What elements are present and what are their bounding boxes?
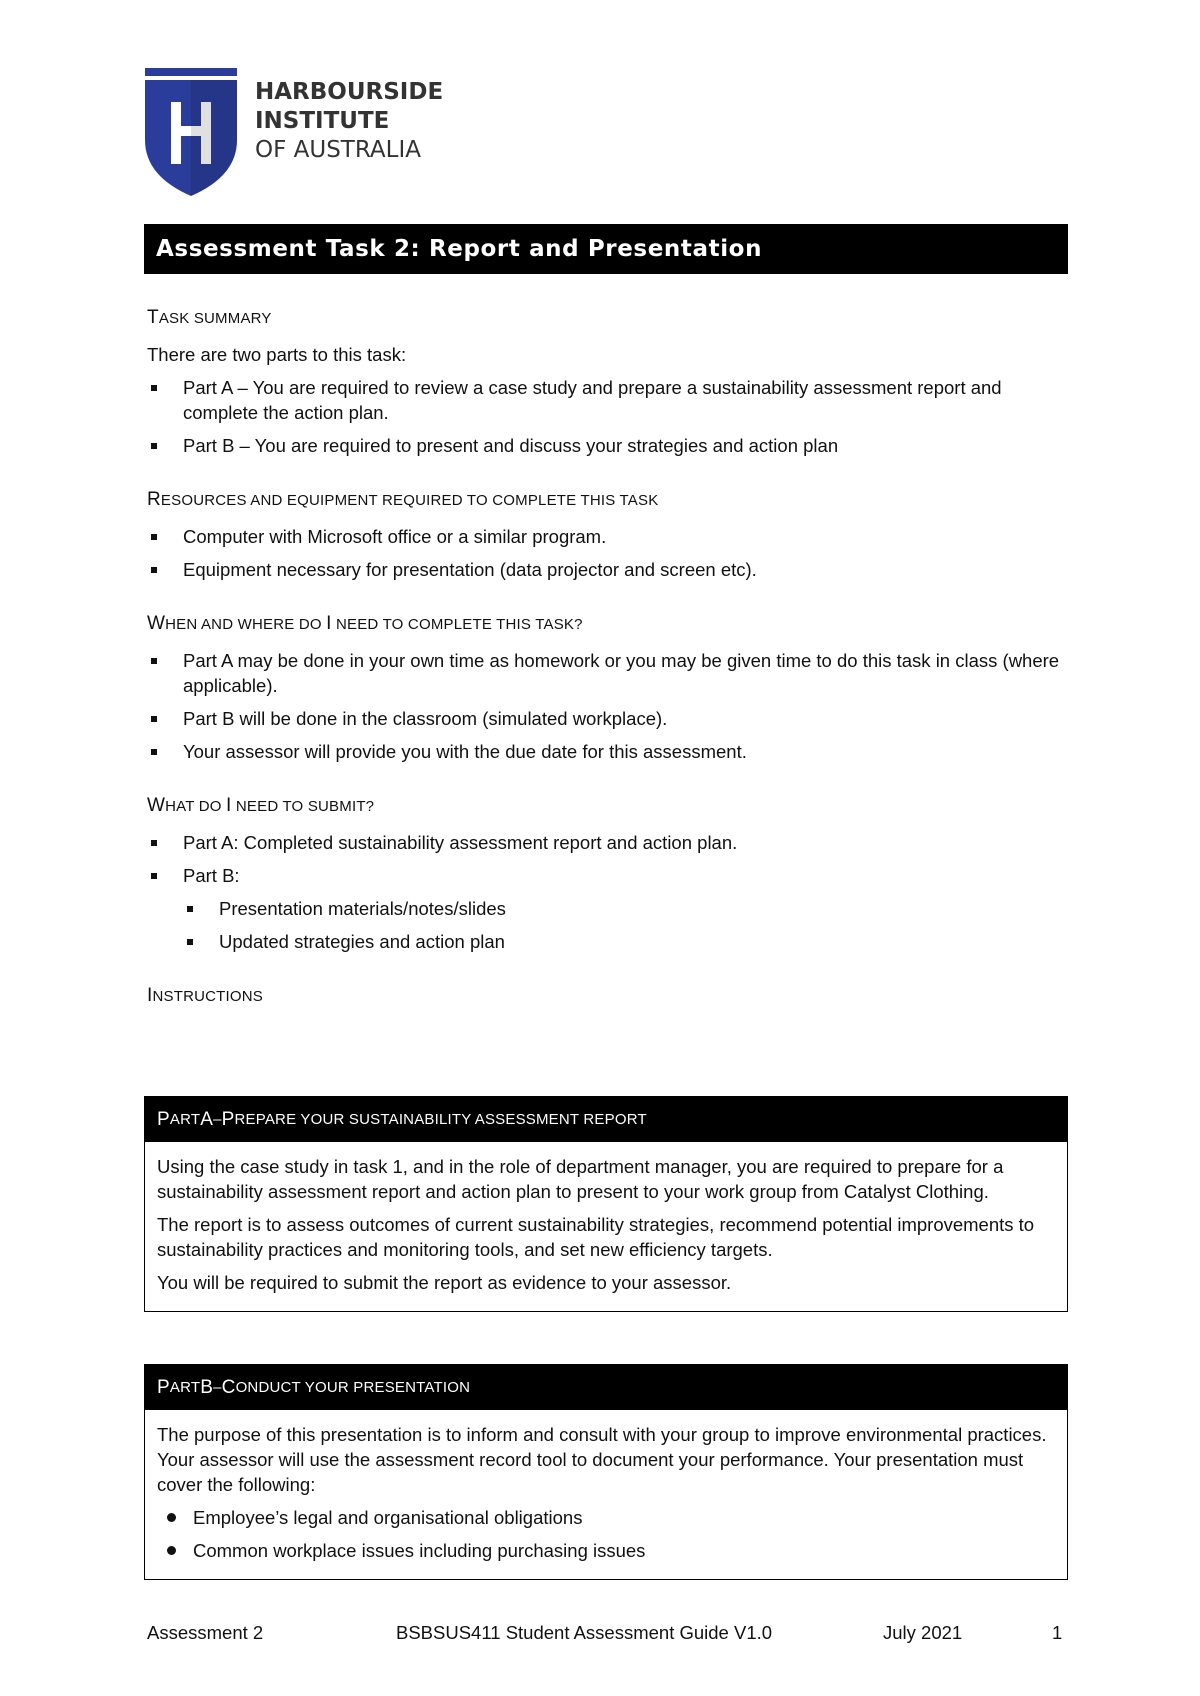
- instructions-heading: INSTRUCTIONS: [147, 985, 264, 1006]
- part-b-list: [157, 1505, 1055, 1563]
- logo-line-2: INSTITUTE: [255, 108, 390, 134]
- what-submit-list: [147, 830, 1072, 954]
- list-item: Part B – You are required to present and discuss your strategies and action plan: [147, 433, 1072, 458]
- what-submit-heading: WHAT DO I NEED TO SUBMIT?: [147, 795, 375, 816]
- page-title: Assessment Task 2: Report and Presentation: [144, 224, 1068, 274]
- logo-line-3: OF AUSTRALIA: [255, 137, 421, 163]
- institute-logo: [145, 68, 445, 198]
- list-item: Employee’s legal and organisational obligations: [157, 1505, 1055, 1530]
- part-b-body: [145, 1410, 1067, 1579]
- sub-list-item: Updated strategies and action plan: [183, 929, 1072, 954]
- part-b-paragraph: The purpose of this presentation is to inform and consult with your group to improve environmental practices. Your assessor will use the assessment record tool to document your performance. Your presentation must cover the following:: [157, 1424, 1047, 1495]
- footer-date: July 2021: [883, 1622, 963, 1643]
- page-footer: [147, 1622, 1068, 1650]
- part-b-box: [144, 1364, 1068, 1580]
- list-item: [147, 863, 1072, 954]
- logo-line-1: HARBOURSIDE: [255, 79, 444, 105]
- list-item: Part A: Completed sustainability assessment report and action plan.: [147, 830, 1072, 855]
- list-item: Part A – You are required to review a case study and prepare a sustainability assessment report and complete the action plan.: [147, 375, 1072, 425]
- resources-list: [147, 524, 1072, 582]
- page-number: 1: [1052, 1622, 1063, 1643]
- footer-guide-title: BSBSUS411 Student Assessment Guide V1.0: [396, 1622, 773, 1643]
- list-item: Your assessor will provide you with the due date for this assessment.: [147, 739, 1072, 764]
- part-b-heading: P ART B – C ONDUCT YOUR PRESENTATION: [145, 1364, 1067, 1410]
- shield-logo-icon: [145, 68, 237, 198]
- logo-wordmark: [255, 78, 443, 165]
- main-content: [147, 305, 1072, 1020]
- list-item: Part B will be done in the classroom (simulated workplace).: [147, 706, 1072, 731]
- part-a-body: [145, 1142, 1067, 1311]
- task-summary-intro: There are two parts to this task:: [147, 344, 407, 365]
- when-where-list: [147, 648, 1072, 764]
- part-a-paragraph: The report is to assess outcomes of current sustainability strategies, recommend potential improvements to sustainability practices and monitoring tools, and set new efficiency targets.: [157, 1214, 1035, 1260]
- task-summary-heading: TASK SUMMARY: [147, 307, 272, 328]
- part-a-heading: P ART A – P REPARE YOUR SUSTAINABILITY ASSESSMENT REPORT: [145, 1096, 1067, 1142]
- part-a-paragraph: You will be required to submit the report as evidence to your assessor.: [157, 1272, 732, 1293]
- list-item: Common workplace issues including purchasing issues: [157, 1538, 1055, 1563]
- part-a-paragraph: Using the case study in task 1, and in the role of department manager, you are required to prepare for a sustainability assessment report and action plan to present to your work group from Catalyst Clothing.: [157, 1156, 1004, 1202]
- what-submit-sublist: [183, 896, 1072, 954]
- footer-assessment: Assessment 2: [147, 1622, 264, 1643]
- list-item: Part A may be done in your own time as homework or you may be given time to do this task in class (where applicable).: [147, 648, 1072, 698]
- list-item: Equipment necessary for presentation (data projector and screen etc).: [147, 557, 1072, 582]
- task-summary-list: [147, 375, 1072, 458]
- when-where-heading: WHEN AND WHERE DO I NEED TO COMPLETE THIS TASK?: [147, 613, 583, 634]
- list-item: Computer with Microsoft office or a similar program.: [147, 524, 1072, 549]
- list-item-label: Part B:: [183, 865, 240, 886]
- resources-heading: RESOURCES AND EQUIPMENT REQUIRED TO COMPLETE THIS TASK: [147, 489, 659, 510]
- part-a-box: [144, 1096, 1068, 1312]
- sub-list-item: Presentation materials/notes/slides: [183, 896, 1072, 921]
